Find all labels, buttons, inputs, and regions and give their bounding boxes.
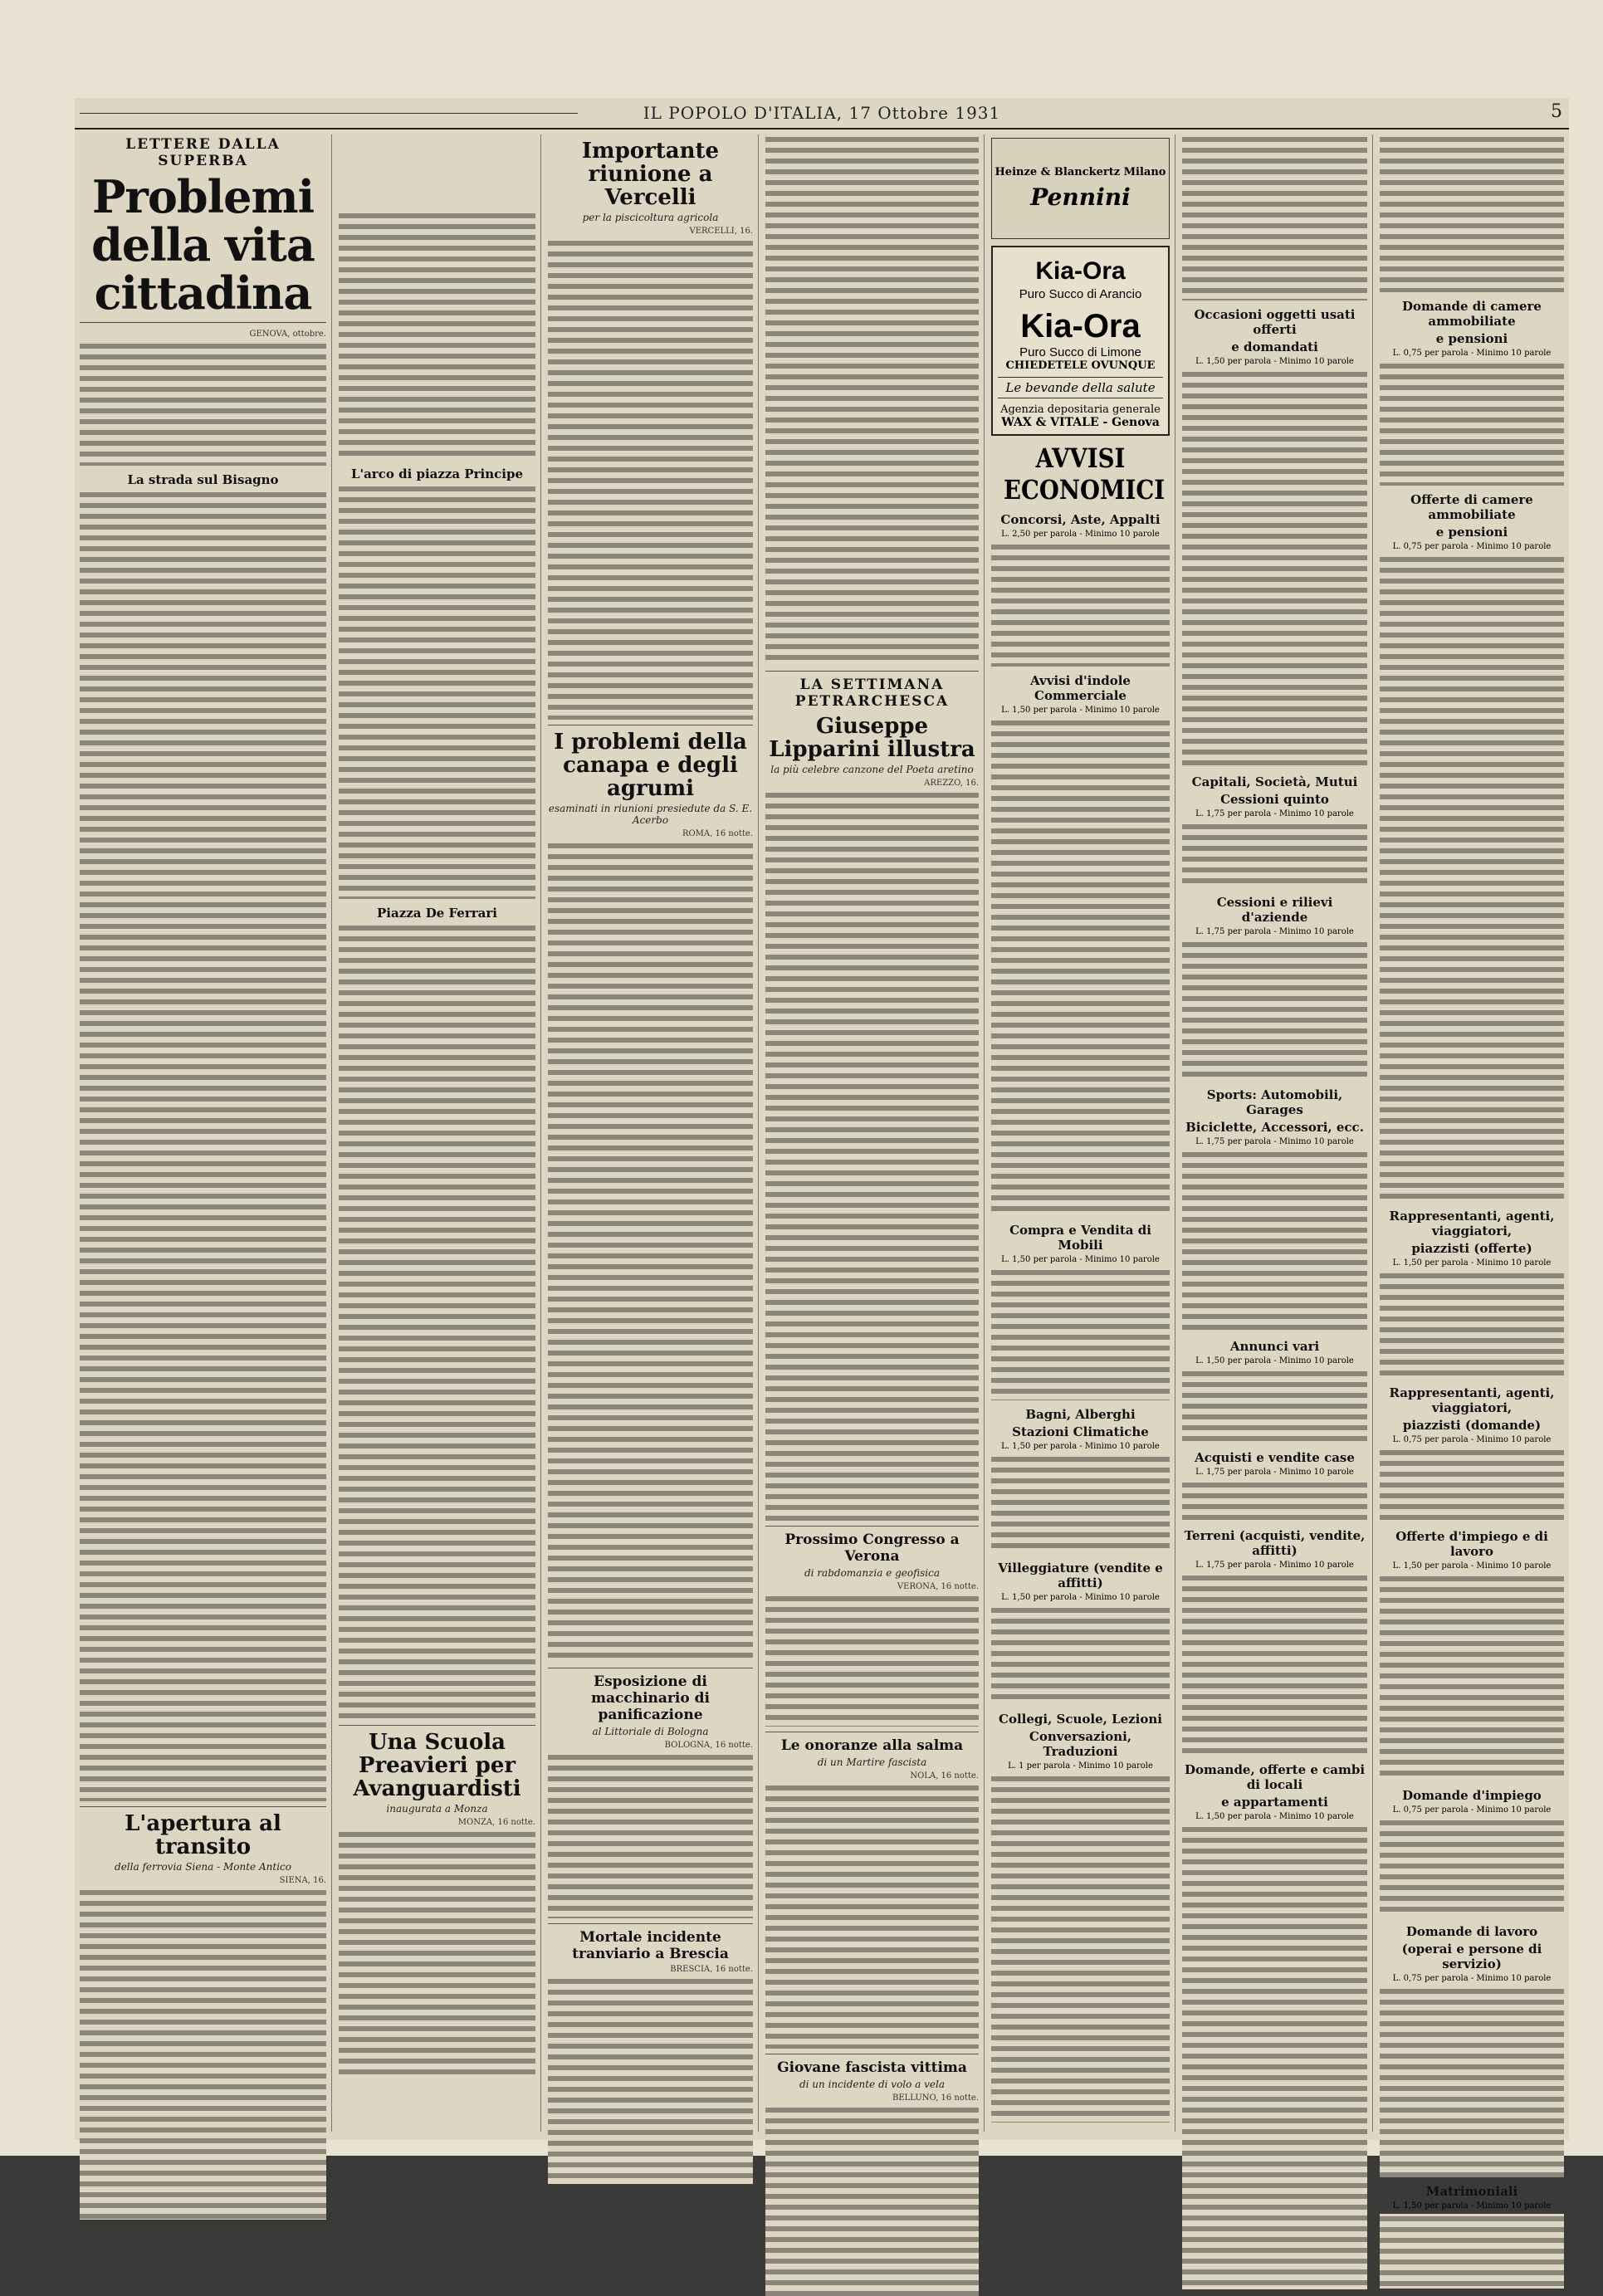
- pen-nib-logo: Pennini: [1030, 183, 1131, 211]
- classified-rate: L. 1,75 per parola - Minimo 10 parole: [1195, 927, 1354, 936]
- article-headline: Prossimo Congresso a Verona: [784, 1531, 960, 1565]
- classified-section-title: Compra e Vendita di Mobili: [1009, 1223, 1151, 1253]
- classified-listings: [1182, 940, 1367, 1081]
- product-name: Kia-Ora: [1020, 308, 1141, 344]
- classified-rate: L. 1,50 per parola - Minimo 10 parole: [1195, 1356, 1354, 1365]
- classified-listings: [1182, 1825, 1367, 2289]
- article-dateline: BRESCIA, 16 notte.: [670, 1965, 753, 1974]
- classified-rate: L. 1,50 per parola - Minimo 10 parole: [1195, 357, 1354, 366]
- classified-listings: [1182, 369, 1367, 768]
- classified-rate: L. 1,50 per parola - Minimo 10 parole: [1001, 1255, 1160, 1264]
- classified-rate: L. 1,50 per parola - Minimo 10 parole: [1392, 1258, 1552, 1268]
- classified-section-title: Sports: Automobili, Garages: [1206, 1087, 1343, 1117]
- article-subheadline: di un incidente di volo a vela: [799, 2079, 946, 2090]
- article-headline: L'apertura al transito: [125, 1811, 281, 1859]
- column-6: [1177, 134, 1373, 2132]
- subhead: La strada sul Bisagno: [127, 472, 279, 487]
- classified-rate: L. 0,75 per parola - Minimo 10 parole: [1392, 542, 1552, 551]
- classified-listings: [1380, 1448, 1564, 1522]
- classified-section-subtitle: (operai e persone di servizio): [1401, 1942, 1542, 1971]
- column-3: [543, 134, 759, 2132]
- article-body: [548, 1752, 753, 1918]
- classified-section-subtitle: Cessioni quinto: [1220, 792, 1329, 807]
- classified-rate: L. 1,50 per parola - Minimo 10 parole: [1001, 706, 1160, 715]
- advertiser-name: Heinze & Blanckertz Milano: [995, 166, 1166, 178]
- classified-section-title: Domande di camere ammobiliate: [1402, 299, 1542, 329]
- classified-section-title: Matrimoniali: [1425, 2184, 1518, 2199]
- classified-rate: L. 1 per parola - Minimo 10 parole: [1008, 1761, 1153, 1771]
- separator: [339, 1725, 535, 1726]
- article-body: [80, 1888, 326, 2220]
- classified-section-title: Annunci vari: [1229, 1339, 1320, 1354]
- classified-section-title: Rappresentanti, agenti, viaggiatori,: [1389, 1385, 1555, 1415]
- article-body: [765, 1783, 979, 2049]
- separator: [548, 1923, 753, 1924]
- classified-section-title: Villeggiature (vendite e affitti): [998, 1561, 1163, 1590]
- classified-section-title: Occasioni oggetti usati offerti: [1194, 307, 1356, 337]
- classified-listings: [1380, 1271, 1564, 1379]
- product-description: Puro Succo di Arancio: [1019, 287, 1142, 301]
- newspaper-sheet: [75, 98, 1569, 2211]
- product-description: Puro Succo di Limone: [1019, 345, 1141, 359]
- classified-listings: [1182, 822, 1367, 888]
- article-body: [765, 790, 979, 1521]
- article-headline: Giovane fascista vittima: [777, 2059, 967, 2076]
- classified-listings: [991, 718, 1170, 1216]
- article-headline: I problemi della canapa e degli agrumi: [554, 730, 747, 801]
- classified-section-title: Concorsi, Aste, Appalti: [1000, 512, 1161, 527]
- article-body: [80, 490, 326, 1801]
- article-subheadline: la più celebre canzone del Poeta aretino: [770, 764, 974, 775]
- article-subheadline: della ferrovia Siena - Monte Antico: [115, 1861, 291, 1873]
- classified-section-subtitle: Conversazioni, Traduzioni: [1029, 1729, 1132, 1759]
- article-subheadline: al Littoriale di Bologna: [592, 1726, 709, 1737]
- classified-rate: L. 1,75 per parola - Minimo 10 parole: [1195, 1468, 1354, 1477]
- article-dateline: SIENA, 16.: [279, 1876, 326, 1885]
- classified-section-title: Capitali, Società, Mutui: [1191, 774, 1358, 789]
- page-number: 5: [1551, 101, 1562, 122]
- agency-name: WAX & VITALE - Genova: [1001, 416, 1160, 429]
- classified-listings: [1380, 2214, 1564, 2289]
- agency-label: Agenzia depositaria generale: [1000, 403, 1161, 416]
- pen-nibs-advertisement: [991, 138, 1170, 239]
- article-body: [80, 341, 326, 466]
- classified-section-title: Domande di lavoro: [1405, 1924, 1538, 1939]
- article-headline: Una Scuola Preavieri per Avanguardisti: [353, 1730, 521, 1801]
- classified-rate: L. 1,75 per parola - Minimo 10 parole: [1195, 809, 1354, 818]
- classified-section-title: Domande, offerte e cambi di locali: [1184, 1762, 1366, 1792]
- classified-section-title: Offerte di camere ammobiliate: [1410, 492, 1533, 522]
- ad-slogan: Le bevande della salute: [998, 377, 1163, 398]
- column-2: [334, 134, 541, 2132]
- article-subheadline: per la piscicoltura agricola: [582, 212, 719, 223]
- masthead: [75, 98, 1569, 129]
- article-headline: Giuseppe Lipparini illustra: [769, 714, 975, 762]
- classified-section-title: Acquisti e vendite case: [1195, 1450, 1355, 1465]
- classified-rate: L. 0,75 per parola - Minimo 10 parole: [1392, 1435, 1552, 1444]
- article-kicker: LA SETTIMANA PETRARCHESCA: [794, 677, 950, 710]
- subhead: Piazza De Ferrari: [377, 906, 497, 921]
- article-headline: Esposizione di macchinario di panificazione: [591, 1673, 710, 1723]
- article-body: [339, 484, 535, 899]
- column-7: [1375, 134, 1569, 2211]
- column-5: [986, 134, 1175, 2132]
- article-body: [548, 1976, 753, 2184]
- classified-section-subtitle: e appartamenti: [1221, 1795, 1328, 1810]
- classified-listings: [1182, 1573, 1367, 1756]
- separator: [765, 671, 979, 672]
- classified-listings: [1182, 1150, 1367, 1332]
- classified-listings: [991, 1454, 1170, 1554]
- article-body: [339, 1829, 535, 2079]
- article-subheadline: esaminati in riunioni presiedute da S. E. Acerbo: [548, 803, 753, 826]
- classified-rate: L. 1,75 per parola - Minimo 10 parole: [1195, 1137, 1354, 1146]
- article-dateline: BOLOGNA, 16 notte.: [664, 1741, 753, 1750]
- article-subheadline: di un Martire fascista: [817, 1756, 927, 1768]
- classified-section-subtitle: piazzisti (domande): [1402, 1418, 1542, 1433]
- article-dateline: ROMA, 16 notte.: [682, 829, 753, 838]
- classified-listings: [991, 1268, 1170, 1400]
- classified-listings: [991, 1605, 1170, 1705]
- classified-section-title: Collegi, Scuole, Lezioni: [999, 1712, 1162, 1727]
- classified-rate: L. 1,50 per parola - Minimo 10 parole: [1195, 1812, 1354, 1821]
- article-headline: Importante riunione a Vercelli: [581, 139, 720, 210]
- classified-listings: [1380, 554, 1564, 1202]
- classified-section-subtitle: e pensioni: [1435, 331, 1508, 346]
- classified-section-title: Avvisi d'indole Commerciale: [1030, 673, 1131, 703]
- classified-section-subtitle: Biciclette, Accessori, ecc.: [1185, 1120, 1364, 1135]
- classified-rate: L. 0,75 per parola - Minimo 10 parole: [1392, 1805, 1552, 1815]
- article-kicker: LETTERE DALLA SUPERBA: [125, 136, 281, 169]
- classified-listings: [991, 1774, 1170, 2123]
- ad-tagline: CHIEDETELE OVUNQUE: [1005, 359, 1156, 372]
- article-dateline: NOLA, 16 notte.: [910, 1771, 979, 1781]
- classified-section-subtitle: e pensioni: [1435, 525, 1508, 540]
- classified-listings: [1182, 1369, 1367, 1444]
- classified-rate: L. 0,75 per parola - Minimo 10 parole: [1392, 349, 1552, 358]
- classified-section-title: Domande d'impiego: [1402, 1788, 1542, 1803]
- article-headline: Problemi della vita cittadina: [80, 173, 326, 323]
- column-1: [75, 134, 332, 2132]
- article-dateline: BELLUNO, 16 notte.: [892, 2093, 979, 2103]
- classified-rate: L. 1,50 per parola - Minimo 10 parole: [1001, 1442, 1160, 1451]
- classified-listings: [1380, 134, 1564, 292]
- article-body: [548, 238, 753, 720]
- kia-ora-advertisement: [991, 246, 1170, 436]
- classified-listings: [991, 542, 1170, 667]
- classified-listings: [1182, 1480, 1367, 1522]
- article-headline: Le onoranze alla salma: [780, 1737, 964, 1754]
- article-dateline: MONZA, 16 notte.: [457, 1818, 535, 1827]
- article-subheadline: inaugurata a Monza: [386, 1803, 488, 1815]
- classified-rate: L. 1,50 per parola - Minimo 10 parole: [1001, 1593, 1160, 1602]
- article-body: [765, 1594, 979, 1727]
- article-headline: Mortale incidente tranviario a Brescia: [572, 1929, 729, 1962]
- article-dateline: VERONA, 16 notte.: [897, 1582, 979, 1591]
- column-4: [760, 134, 985, 2132]
- classifieds-title: AVVISI ECONOMICI: [1004, 442, 1166, 506]
- article-dateline: GENOVA, ottobre.: [249, 330, 326, 339]
- classified-listings: [1182, 134, 1367, 300]
- separator: [80, 1806, 326, 1807]
- article-dateline: AREZZO, 16.: [924, 779, 979, 788]
- page-dateline: IL POPOLO D'ITALIA, 17 Ottobre 1931: [643, 103, 1001, 123]
- article-body: [765, 134, 979, 666]
- article-dateline: VERCELLI, 16.: [689, 227, 753, 236]
- article-body: [765, 2105, 979, 2296]
- classified-rate: L. 1,50 per parola - Minimo 10 parole: [1392, 1561, 1552, 1571]
- classified-rate: L. 2,50 per parola - Minimo 10 parole: [1001, 530, 1160, 539]
- subhead: L'arco di piazza Principe: [350, 467, 524, 481]
- classified-section-subtitle: e domandati: [1231, 340, 1318, 354]
- separator: [765, 1526, 979, 1527]
- classified-section-title: Bagni, Alberghi: [1025, 1407, 1136, 1422]
- classified-listings: [1380, 361, 1564, 486]
- classified-rate: L. 0,75 per parola - Minimo 10 parole: [1392, 1974, 1552, 1983]
- article-subheadline: di rabdomanzia e geofisica: [804, 1567, 940, 1579]
- classified-section-title: Cessioni e rilievi d'aziende: [1216, 895, 1333, 925]
- classified-section-title: Rappresentanti, agenti, viaggiatori,: [1389, 1209, 1555, 1238]
- classified-listings: [1380, 1574, 1564, 1781]
- classified-section-subtitle: piazzisti (offerte): [1411, 1241, 1532, 1256]
- article-body: [339, 923, 535, 1720]
- classified-rate: L. 1,75 per parola - Minimo 10 parole: [1195, 1561, 1354, 1570]
- classified-section-title: Offerte d'impiego e di lavoro: [1395, 1529, 1548, 1559]
- classified-listings: [1380, 1818, 1564, 1917]
- product-name: Kia-Ora: [1035, 257, 1126, 285]
- classified-section-title: Terreni (acquisti, vendite, affitti): [1184, 1528, 1366, 1558]
- article-body: [548, 841, 753, 1663]
- article-body: [339, 211, 535, 460]
- classified-section-subtitle: Stazioni Climatiche: [1012, 1424, 1149, 1439]
- classified-rate: L. 1,50 per parola - Minimo 10 parole: [1392, 2201, 1552, 2211]
- classified-listings: [1380, 1986, 1564, 2177]
